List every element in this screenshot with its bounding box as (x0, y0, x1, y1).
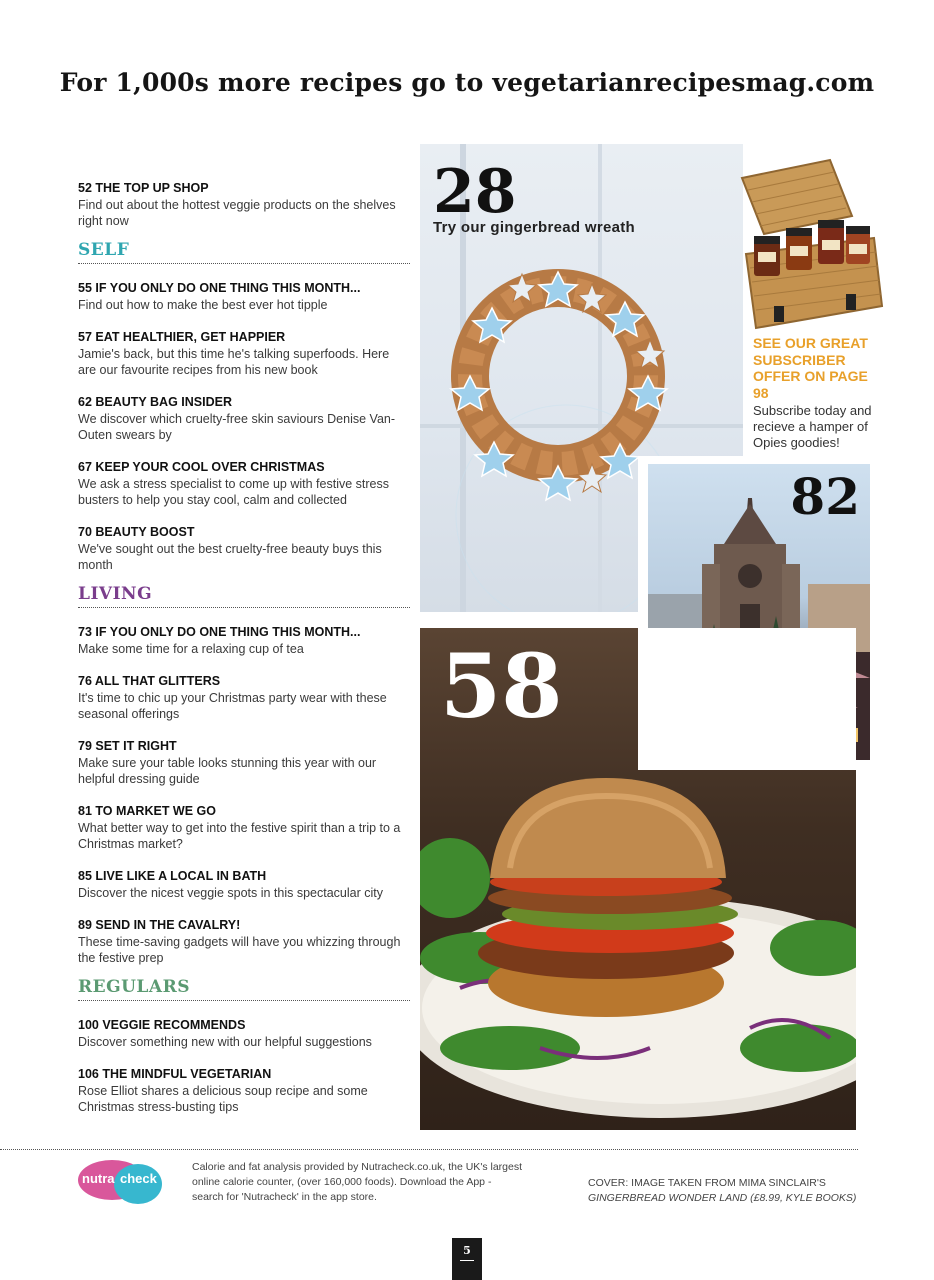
toc-entry[interactable] (78, 1017, 410, 1050)
nutracheck-disclaimer: Calorie and fat analysis provided by Nutracheck.co.uk, the UK's largest online calorie counter, (over 160,000 foods). Download the App - search for 'Nutracheck' in the app store. (192, 1161, 523, 1203)
page-number-rule (460, 1260, 474, 1261)
toc-entry-desc: We've sought out the best cruelty-free beauty buys this month (78, 542, 382, 572)
burger-photo[interactable] (420, 628, 856, 1130)
burger-page-number: 58 (440, 634, 563, 738)
site-banner: For 1,000s more recipes go to vegetarianrecipesmag.com (59, 68, 875, 97)
toc-entry[interactable] (78, 1066, 410, 1115)
toc-entry-desc: It's time to chic up your Christmas party wear with these seasonal offerings (78, 691, 387, 721)
section-living (78, 624, 410, 966)
toc-entry-desc: Make some time for a relaxing cup of tea (78, 642, 304, 656)
toc-entry-title: 85 LIVE LIKE A LOCAL IN BATH (78, 869, 267, 883)
toc-entry-desc: Jamie's back, but this time he's talking superfoods. Here are our favourite recipes from his new book (78, 347, 390, 377)
toc-entry[interactable] (78, 624, 410, 657)
section-heading-regulars: REGULARS (78, 976, 410, 1001)
nutracheck-logo[interactable] (78, 1158, 164, 1208)
toc-entry-title: 100 VEGGIE RECOMMENDS (78, 1018, 246, 1032)
toc-entry-title: 76 ALL THAT GLITTERS (78, 674, 221, 688)
section-regulars (78, 1017, 410, 1115)
toc-entry[interactable] (78, 394, 410, 443)
toc-entry[interactable] (78, 180, 410, 229)
wreath-caption: Try our gingerbread wreath (433, 219, 636, 236)
cover-credit (588, 1176, 888, 1206)
toc-entry-title: 73 IF YOU ONLY DO ONE THING THIS MONTH... (78, 625, 361, 639)
toc-entry-desc: Find out how to make the best ever hot tipple (78, 298, 328, 312)
offer-body: Subscribe today and recieve a hamper of Opies goodies! (753, 403, 872, 450)
market-page-number: 82 (790, 467, 860, 526)
subscriber-offer[interactable] (753, 335, 881, 451)
section-self (78, 280, 410, 573)
toc-entry-desc: Find out about the hottest veggie products on the shelves right now (78, 198, 396, 228)
toc-entry-title: 70 BEAUTY BOOST (78, 525, 195, 539)
toc-entry-desc: We ask a stress specialist to come up with festive stress busters to help you stay cool, calm and collected (78, 477, 389, 507)
toc-entry-desc: Discover something new with our helpful suggestions (78, 1035, 372, 1049)
toc-entry-title: 89 SEND IN THE CAVALRY! (78, 918, 241, 932)
toc-entry-title: 52 THE TOP UP SHOP (78, 181, 209, 195)
hamper-illustration (734, 156, 886, 332)
hamper-image (734, 156, 886, 332)
logo-word-nutra: nutra (82, 1171, 115, 1186)
toc-entry-title: 67 KEEP YOUR COOL OVER CHRISTMAS (78, 460, 325, 474)
toc-entry[interactable] (78, 280, 410, 313)
page-number: 5 (463, 1244, 471, 1257)
section-heading-living: LIVING (78, 583, 410, 608)
cover-credit-book: GINGERBREAD WONDER LAND (£8.99, KYLE BOOKS) (588, 1192, 857, 1204)
toc-entry[interactable] (78, 868, 410, 901)
toc-entry[interactable] (78, 803, 410, 852)
toc-entry-desc: Make sure your table looks stunning this year with our helpful dressing guide (78, 756, 377, 786)
toc-entry-title: 81 TO MARKET WE GO (78, 804, 216, 818)
toc-entry-title: 55 IF YOU ONLY DO ONE THING THIS MONTH... (78, 281, 361, 295)
offer-headline: SEE OUR GREAT SUBSCRIBER OFFER ON PAGE 98 (753, 335, 868, 401)
toc-entry[interactable] (78, 459, 410, 508)
toc-entry-desc: Rose Elliot shares a delicious soup recipe and some Christmas stress-busting tips (78, 1084, 368, 1114)
toc-entry-desc: These time-saving gadgets will have you whizzing through the festive prep (78, 935, 401, 965)
logo-word-check: check (120, 1171, 157, 1186)
section-heading-self: SELF (78, 239, 410, 264)
toc-entry[interactable] (78, 738, 410, 787)
page-number-box (452, 1238, 482, 1280)
toc-entry-title: 106 THE MINDFUL VEGETARIAN (78, 1067, 272, 1081)
toc-entry-desc: We discover which cruelty-free skin saviours Denise Van-Outen swears by (78, 412, 396, 442)
toc-entry[interactable] (78, 524, 410, 573)
toc-entry-desc: Discover the nicest veggie spots in this spectacular city (78, 886, 383, 900)
toc-entry[interactable] (78, 329, 410, 378)
toc-entry-title: 57 EAT HEALTHIER, GET HAPPIER (78, 330, 286, 344)
toc-entry[interactable] (78, 673, 410, 722)
toc-entry-title: 79 SET IT RIGHT (78, 739, 177, 753)
toc-entry-title: 62 BEAUTY BAG INSIDER (78, 395, 232, 409)
toc-entry[interactable] (78, 917, 410, 966)
cover-credit-line: COVER: IMAGE TAKEN FROM MIMA SINCLAIR'S (588, 1177, 826, 1189)
table-of-contents (78, 180, 410, 1131)
wreath-page-number: 28 (433, 157, 517, 227)
footer-divider (0, 1149, 858, 1150)
toc-entry-desc: What better way to get into the festive spirit than a trip to a Christmas market? (78, 821, 401, 851)
